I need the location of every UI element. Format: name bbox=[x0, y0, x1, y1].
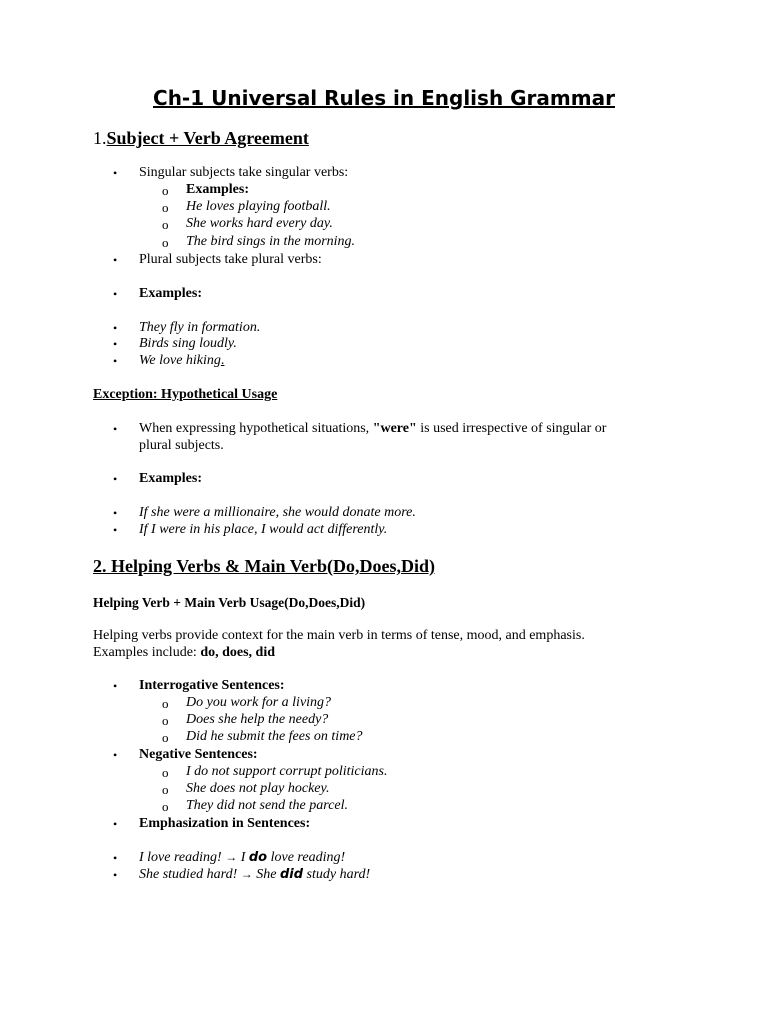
plural-example: Birds sing loudly. bbox=[139, 336, 237, 351]
plural-examples-label: Examples: bbox=[139, 286, 202, 301]
page-title: Ch-1 Universal Rules in English Grammar bbox=[153, 86, 615, 110]
emphasis-after-suffix: love reading! bbox=[267, 850, 346, 865]
bullet-icon: • bbox=[113, 472, 118, 486]
emphasization-label: Emphasization in Sentences: bbox=[139, 816, 311, 831]
intro-line-2 bbox=[93, 644, 275, 661]
emphasis-after-prefix: She bbox=[256, 867, 280, 882]
plural-example-row bbox=[139, 352, 224, 369]
bullet-icon: • bbox=[113, 337, 118, 351]
bullet-icon: • bbox=[113, 523, 118, 537]
emphasis-example bbox=[139, 866, 370, 883]
exception-example: If she were a millionaire, she would donate more. bbox=[139, 505, 416, 520]
section-1-number: 1. bbox=[93, 128, 107, 148]
plural-rule: Plural subjects take plural verbs: bbox=[139, 252, 322, 267]
sub-bullet-icon: o bbox=[162, 730, 169, 745]
plural-example: They fly in formation. bbox=[139, 320, 261, 335]
interrogative-label: Interrogative Sentences: bbox=[139, 678, 285, 693]
singular-rule: Singular subjects take singular verbs: bbox=[139, 165, 349, 180]
negative-example: She does not play hockey. bbox=[186, 781, 330, 796]
negative-example: I do not support corrupt politicians. bbox=[186, 764, 388, 779]
exception-rule-text: is used irrespective of singular or bbox=[416, 421, 607, 436]
exception-examples-label: Examples: bbox=[139, 471, 202, 486]
sub-bullet-icon: o bbox=[162, 799, 169, 814]
intro-prefix: Examples include: bbox=[93, 645, 201, 660]
sub-bullet-icon: o bbox=[162, 782, 169, 797]
sub-bullet-icon: o bbox=[162, 765, 169, 780]
sub-bullet-icon: o bbox=[162, 217, 169, 232]
intro-verbs: do, does, did bbox=[200, 645, 276, 660]
section-2-subheading: Helping Verb + Main Verb Usage(Do,Does,Did) bbox=[93, 595, 366, 610]
emphasis-after-prefix: I bbox=[240, 850, 249, 865]
interrogative-example: Did he submit the fees on time? bbox=[186, 729, 363, 744]
bullet-icon: • bbox=[113, 679, 118, 693]
bullet-icon: • bbox=[113, 851, 118, 865]
emphasis-keyword: did bbox=[279, 867, 304, 882]
negative-label: Negative Sentences: bbox=[139, 747, 258, 762]
bullet-icon: • bbox=[113, 321, 118, 335]
arrow-right-icon: → bbox=[240, 867, 253, 881]
emphasis-before: I love reading! bbox=[139, 850, 222, 865]
intro-line-1: Helping verbs provide context for the main verb in terms of tense, mood, and emphasis. bbox=[93, 628, 585, 643]
interrogative-example: Do you work for a living? bbox=[186, 695, 332, 710]
sub-bullet-icon: o bbox=[162, 713, 169, 728]
exception-rule-line-2: plural subjects. bbox=[139, 438, 224, 453]
sub-bullet-icon: o bbox=[162, 235, 169, 250]
bullet-icon: • bbox=[113, 253, 118, 267]
bullet-icon: • bbox=[113, 817, 118, 831]
plural-example-period: . bbox=[220, 353, 225, 368]
sub-bullet-icon: o bbox=[162, 183, 169, 198]
exception-heading: Exception: Hypothetical Usage bbox=[93, 387, 278, 402]
exception-example: If I were in his place, I would act differently. bbox=[139, 522, 388, 537]
bullet-icon: • bbox=[113, 868, 118, 882]
singular-example: She works hard every day. bbox=[186, 216, 333, 231]
sub-bullet-icon: o bbox=[162, 696, 169, 711]
bullet-icon: • bbox=[113, 354, 118, 368]
section-1-title: Subject + Verb Agreement bbox=[106, 128, 309, 148]
singular-example: He loves playing football. bbox=[186, 199, 331, 214]
bullet-icon: • bbox=[113, 166, 118, 180]
exception-rule-text: When expressing hypothetical situations, bbox=[139, 421, 373, 436]
emphasis-before: She studied hard! bbox=[139, 867, 238, 882]
emphasis-example bbox=[139, 849, 345, 866]
singular-example: The bird sings in the morning. bbox=[186, 234, 356, 249]
plural-example: We love hiking bbox=[139, 353, 221, 368]
section-2-heading: 2. Helping Verbs & Main Verb(Do,Does,Did) bbox=[93, 556, 436, 576]
negative-example: They did not send the parcel. bbox=[186, 798, 349, 813]
bullet-icon: • bbox=[113, 287, 118, 301]
exception-rule-line-1 bbox=[139, 420, 606, 437]
bullet-icon: • bbox=[113, 422, 118, 436]
sub-bullet-icon: o bbox=[162, 200, 169, 215]
section-1-heading bbox=[93, 127, 309, 149]
arrow-right-icon: → bbox=[225, 850, 238, 864]
emphasis-keyword: do bbox=[248, 850, 268, 865]
bullet-icon: • bbox=[113, 506, 118, 520]
exception-keyword: "were" bbox=[372, 421, 417, 436]
singular-examples-label: Examples: bbox=[186, 182, 249, 197]
interrogative-example: Does she help the needy? bbox=[186, 712, 329, 727]
emphasis-after-suffix: study hard! bbox=[303, 867, 371, 882]
bullet-icon: • bbox=[113, 748, 118, 762]
